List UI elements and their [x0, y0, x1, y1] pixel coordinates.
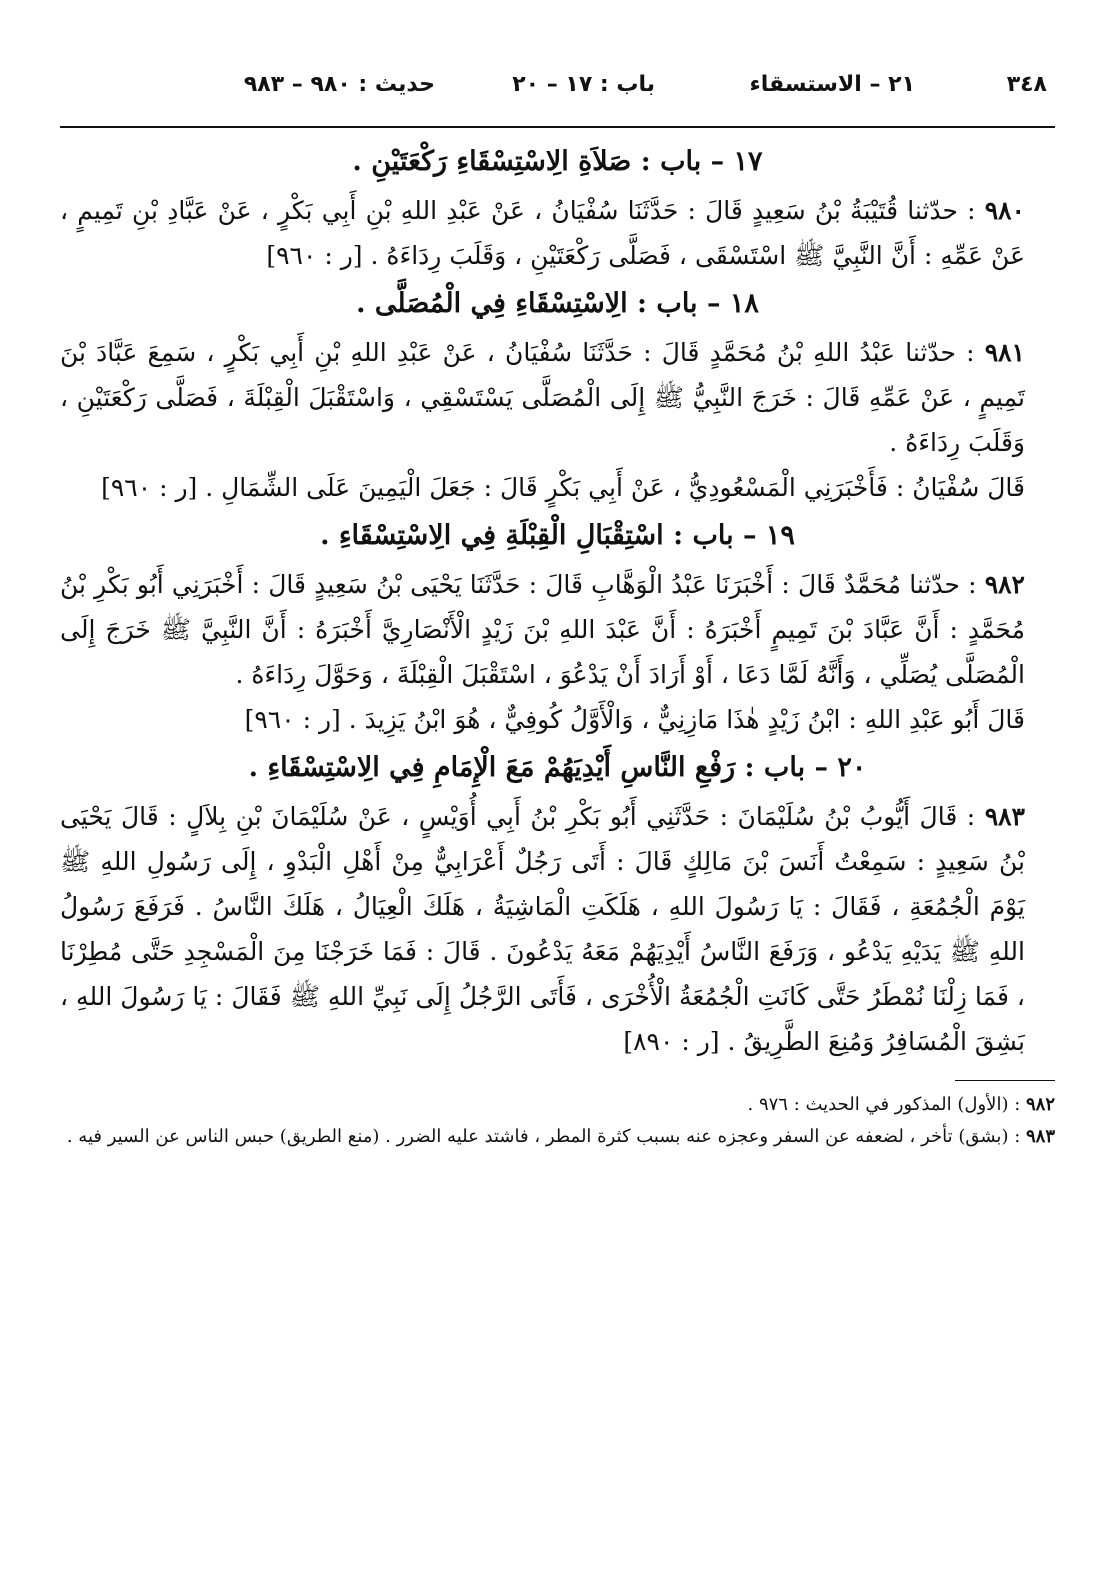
footnote-divider	[955, 1080, 1055, 1081]
hadith-number: ٩٨٣	[984, 802, 1025, 831]
footnote-number: ٩٨٢	[1025, 1094, 1055, 1115]
header-divider	[60, 126, 1055, 128]
footnote-text: : (الأول) المذكور في الحديث : ٩٧٦ .	[747, 1094, 1026, 1115]
footnotes	[60, 1089, 1055, 1153]
book-title: ٢١ – الاستسقاء	[749, 72, 915, 97]
chapter-heading: ١٧ – باب : صَلاَةِ الِاسْتِسْقَاءِ رَكْعَتَيْنِ .	[352, 146, 763, 177]
note-text: قَالَ سُفْيَانُ : فَأَخْبَرَنِي الْمَسْعُودِيُّ ، عَنْ أَبِي بَكْرٍ قَالَ : جَعَلَ الْيَمِينَ عَلَى الشِّمَالِ .	[205, 473, 1025, 502]
book-page	[60, 60, 1055, 1153]
hadith-text: : قَالَ أَيُّوبُ بْنُ سُلَيْمَانَ : حَدَّثَنِي أَبُو بَكْرِ بْنُ أَبِي أُوَيْسٍ ، عَنْ سُلَيْمَانَ بْنِ بِلاَلٍ : قَالَ يَحْيَى بْنُ سَعِيدٍ : سَمِعْتُ أَنَسَ بْنَ مَالِكٍ قَالَ : أَتَى رَجُلٌ أَعْرَابِيٌّ مِنْ أَهْلِ الْبَدْوِ ، إِلَى رَسُولِ اللهِ ﷺ يَوْمَ الْجُمُعَةِ ، فَقَالَ : يَا رَسُولَ اللهِ ، هَلَكَتِ الْمَاشِيَةُ ، هَلَكَ الْعِيَالُ ، هَلَكَ النَّاسُ . فَرَفَعَ رَسُولُ اللهِ ﷺ يَدَيْهِ يَدْعُو ، وَرَفَعَ النَّاسُ أَيْدِيَهُمْ مَعَهُ يَدْعُونَ . قَالَ : فَمَا خَرَجْنَا مِنَ الْمَسْجِدِ حَتَّى مُطِرْنَا ، فَمَا زِلْنَا نُمْطَرُ حَتَّى كَانَتِ الْجُمُعَةُ الْأُخْرَى ، فَأَتَى الرَّجُلُ إِلَى نَبِيِّ اللهِ ﷺ فَقَالَ : يَا رَسُولَ اللهِ ، بَشِقَ الْمُسَافِرُ وَمُنِعَ الطَّرِيقُ .	[60, 802, 1025, 1056]
footnote-number: ٩٨٣	[1025, 1126, 1055, 1147]
cross-reference: [ر : ٩٦٠]	[266, 241, 371, 270]
hadith-note	[60, 697, 1055, 742]
footnote	[60, 1089, 1055, 1121]
hadith-range: حديث : ٩٨٠ – ٩٨٣	[243, 72, 435, 97]
hadith-982	[60, 562, 1055, 697]
chapter-heading: ١٩ – باب : اسْتِقْبَالِ الْقِبْلَةِ فِي الِاسْتِسْقَاءِ .	[320, 520, 795, 551]
hadith-980	[60, 188, 1055, 278]
footnote-divider-wrap	[60, 1080, 1055, 1089]
note-text: قَالَ أَبُو عَبْدِ اللهِ : ابْنُ زَيْدٍ هٰذَا مَازِنِيٌّ ، وَالْأَوَّلُ كُوفِيٌّ ، هُوَ ابْنُ يَزِيدَ .	[348, 705, 1025, 734]
hadith-text: : حدّثنا مُحَمَّدٌ قَالَ : أَخْبَرَنَا عَبْدُ الْوَهَّابِ قَالَ : حَدَّثَنَا يَحْيَى بْنُ سَعِيدٍ قَالَ : أَخْبَرَنِي أَبُو بَكْرِ بْنُ مُحَمَّدٍ : أَنَّ عَبَّادَ بْنَ تَمِيمٍ أَخْبَرَهُ : أَنَّ عَبْدَ اللهِ بْنَ زَيْدٍ الْأَنْصَارِيَّ أَخْبَرَهُ : أَنَّ النَّبِيَّ ﷺ خَرَجَ إِلَى الْمُصَلَّى يُصَلِّي ، وَأَنَّهُ لَمَّا دَعَا ، أَوْ أَرَادَ أَنْ يَدْعُوَ ، اسْتَقْبَلَ الْقِبْلَةَ ، وَحَوَّلَ رِدَاءَهُ .	[60, 570, 1025, 689]
cross-reference: [ر : ٩٦٠]	[101, 473, 206, 502]
chapter-range: باب : ١٧ – ٢٠	[512, 72, 655, 97]
page-number: ٣٤٨	[1006, 72, 1047, 97]
hadith-text: : حدّثنا قُتَيْبَةُ بْنُ سَعِيدٍ قَالَ : حَدَّثَنَا سُفْيَانُ ، عَنْ عَبْدِ اللهِ بْنِ أَبِي بَكْرٍ ، عَنْ عَبَّادِ بْنِ تَمِيمٍ ، عَنْ عَمِّهِ : أَنَّ النَّبِيَّ ﷺ اسْتَسْقَى ، فَصَلَّى رَكْعَتَيْنِ ، وَقَلَبَ رِدَاءَهُ .	[60, 196, 1025, 270]
footnote	[60, 1121, 1055, 1153]
cross-reference: [ر : ٩٦٠]	[244, 705, 349, 734]
hadith-number: ٩٨١	[984, 338, 1025, 367]
main-text	[60, 138, 1055, 1064]
running-header	[60, 60, 1055, 110]
hadith-number: ٩٨٢	[984, 570, 1025, 599]
hadith-note	[60, 465, 1055, 510]
chapter-heading: ١٨ – باب : الِاسْتِسْقَاءِ فِي الْمُصَلَّى .	[356, 288, 759, 319]
hadith-text: : حدّثنا عَبْدُ اللهِ بْنُ مُحَمَّدٍ قَالَ : حَدَّثَنَا سُفْيَانُ ، عَنْ عَبْدِ اللهِ بْنِ أَبِي بَكْرٍ ، سَمِعَ عَبَّادَ بْنَ تَمِيمٍ ، عَنْ عَمِّهِ قَالَ : خَرَجَ النَّبِيُّ ﷺ إِلَى الْمُصَلَّى يَسْتَسْقِي ، وَاسْتَقْبَلَ الْقِبْلَةَ ، فَصَلَّى رَكْعَتَيْنِ ، وَقَلَبَ رِدَاءَهُ .	[60, 338, 1025, 457]
hadith-number: ٩٨٠	[984, 196, 1025, 225]
hadith-983	[60, 794, 1055, 1064]
footnote-text: : (بشق) تأخر ، لضعفه عن السفر وعجزه عنه بسبب كثرة المطر ، فاشتد عليه الضرر . (منع الطريق) حبس الناس عن السير فيه .	[66, 1126, 1026, 1147]
hadith-981	[60, 330, 1055, 465]
cross-reference: [ر : ٨٩٠]	[623, 1027, 728, 1056]
chapter-heading: ٢٠ – باب : رَفْعِ النَّاسِ أَيْدِيَهُمْ مَعَ الْإِمَامِ فِي الِاسْتِسْقَاءِ .	[248, 752, 867, 783]
